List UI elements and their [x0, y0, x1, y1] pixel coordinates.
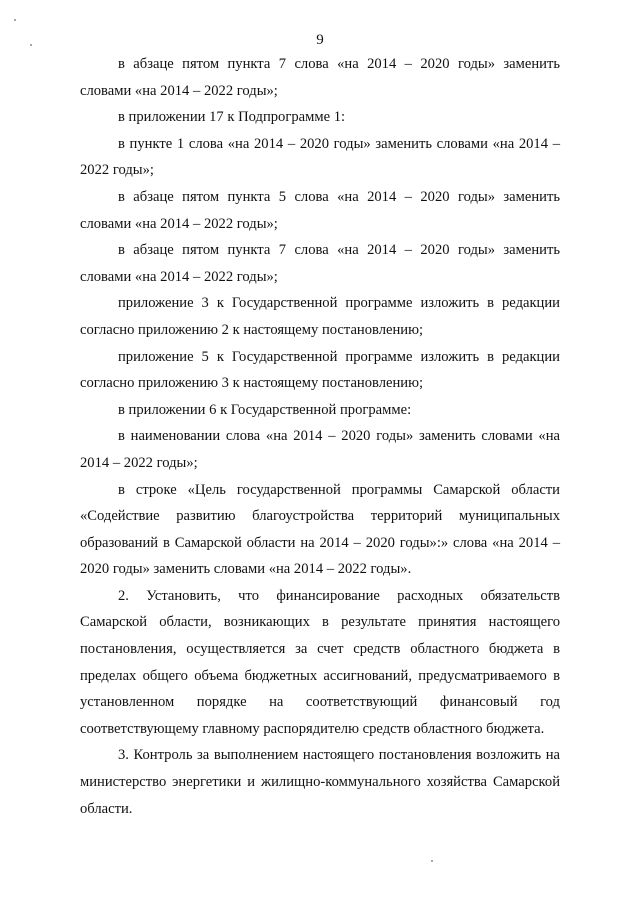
document-body — [80, 51, 560, 822]
paragraph: в абзаце пятом пункта 7 слова «на 2014 – 2020 годы» заменить словами «на 2014 – 2022 годы»; — [80, 56, 560, 99]
paragraph: в абзаце пятом пункта 5 слова «на 2014 – 2020 годы» заменить словами «на 2014 – 2022 годы»; — [80, 188, 560, 232]
paragraph: в приложении 17 к Подпрограмме 1: — [118, 109, 346, 126]
scan-speck — [14, 19, 16, 21]
scan-speck — [431, 860, 433, 862]
paragraph: 3. Контроль за выполнением настоящего постановления возложить на министерство энергетики и жилищно-коммунального хозяйства Самарской области. — [80, 747, 560, 817]
paragraph: 2. Установить, что финансирование расходных обязательств Самарской области, возникающих в результате принятия настоящего постановления, осуществляется за счет средств областного бюджета в пределах общего объема бюджетных ассигнований, предусматриваемого в установленном порядке на соответствующий финансовый год соответствующему главному распорядителю средств областного бюджета. — [80, 587, 560, 737]
paragraph: в пункте 1 слова «на 2014 – 2020 годы» заменить словами «на 2014 – 2022 годы»; — [80, 135, 560, 179]
paragraph: в абзаце пятом пункта 7 слова «на 2014 – 2020 годы» заменить словами «на 2014 – 2022 годы»; — [80, 242, 560, 285]
paragraph: приложение 5 к Государственной программе изложить в редакции согласно приложению 3 к настоящему постановлению; — [80, 348, 560, 392]
paragraph: в строке «Цель государственной программы Самарской области «Содействие развитию благоустройства территорий муниципальных образований в Самарской области на 2014 – 2020 годы»:» слова «на 2014 – 2020 годы» заменить словами «на 2014 – 2022 годы». — [80, 481, 560, 578]
paragraph: в приложении 6 к Государственной программе: — [118, 401, 412, 418]
paragraph: в наименовании слова «на 2014 – 2020 годы» заменить словами «на 2014 – 2022 годы»; — [80, 428, 560, 471]
paragraph: приложение 3 к Государственной программе изложить в редакции согласно приложению 2 к настоящему постановлению; — [80, 295, 560, 338]
page-number: 9 — [316, 32, 324, 48]
